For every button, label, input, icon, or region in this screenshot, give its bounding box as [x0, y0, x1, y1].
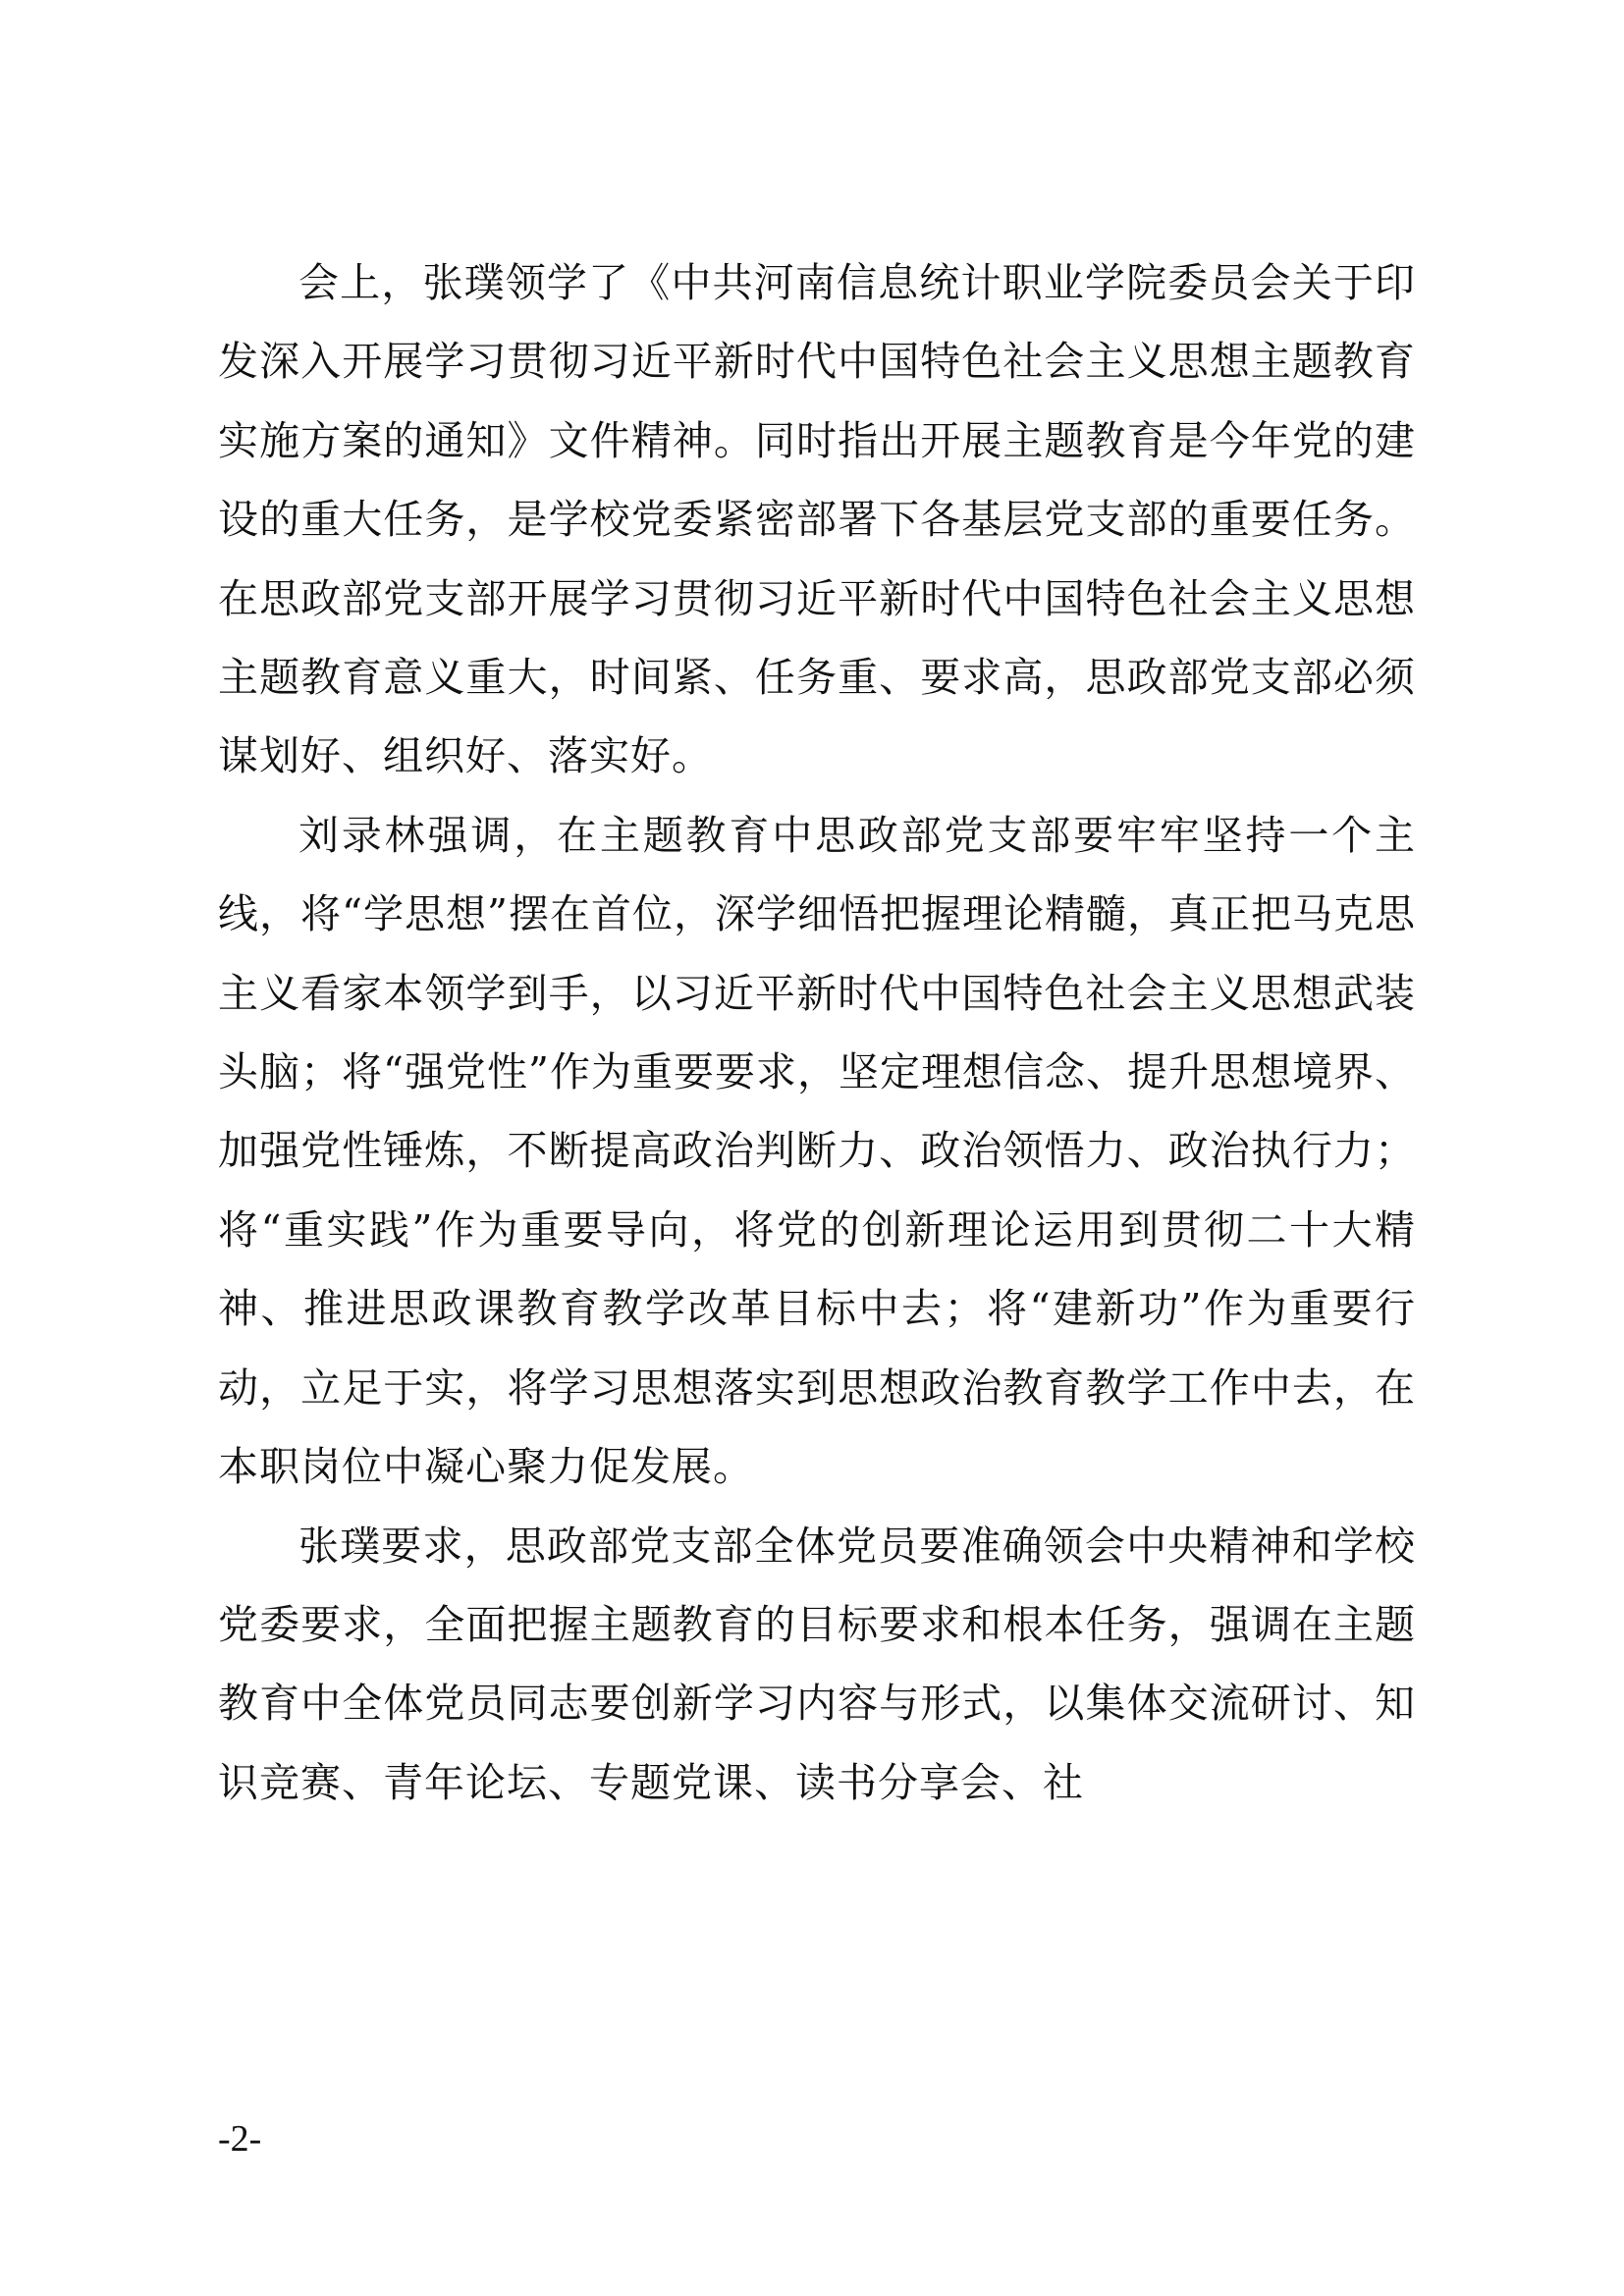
- paragraph-meeting-study: 会上，张璞领学了《中共河南信息统计职业学院委员会关于印发深入开展学习贯彻习近平新时代中国特色社会主义思想主题教育实施方案的通知》文件精神。同时指出开展主题教育是今年党的建设的重大任务，是学校党委紧密部署下各基层党支部的重要任务。在思政部党支部开展学习贯彻习近平新时代中国特色社会主义思想主题教育意义重大，时间紧、任务重、要求高，思政部党支部必须谋划好、组织好、落实好。: [218, 259, 1416, 780]
- paragraph-liu-emphasis: 刘录林强调，在主题教育中思政部党支部要牢牢坚持一个主线，将“学思想”摆在首位，深学细悟把握理论精髓，真正把马克思主义看家本领学到手，以习近平新时代中国特色社会主义思想武装头脑；将“强党性”作为重要要求，坚定理想信念、提升思想境界、加强党性锤炼，不断提高政治判断力、政治领悟力、政治执行力；将“重实践”作为重要导向，将党的创新理论运用到贯彻二十大精神、推进思政课教育教学改革目标中去；将“建新功”作为重要行动，立足于实，将学习思想落实到思想政治教育教学工作中去，在本职岗位中凝心聚力促发展。: [218, 811, 1416, 1491]
- paragraph-zhang-requirements: 张璞要求，思政部党支部全体党员要准确领会中央精神和学校党委要求，全面把握主题教育的目标要求和根本任务，强调在主题教育中全体党员同志要创新学习内容与形式，以集体交流研讨、知识竞赛、青年论坛、专题党课、读书分享会、社: [218, 1522, 1416, 1806]
- document-body: [218, 243, 1416, 1822]
- page-number: -2-: [218, 2118, 262, 2160]
